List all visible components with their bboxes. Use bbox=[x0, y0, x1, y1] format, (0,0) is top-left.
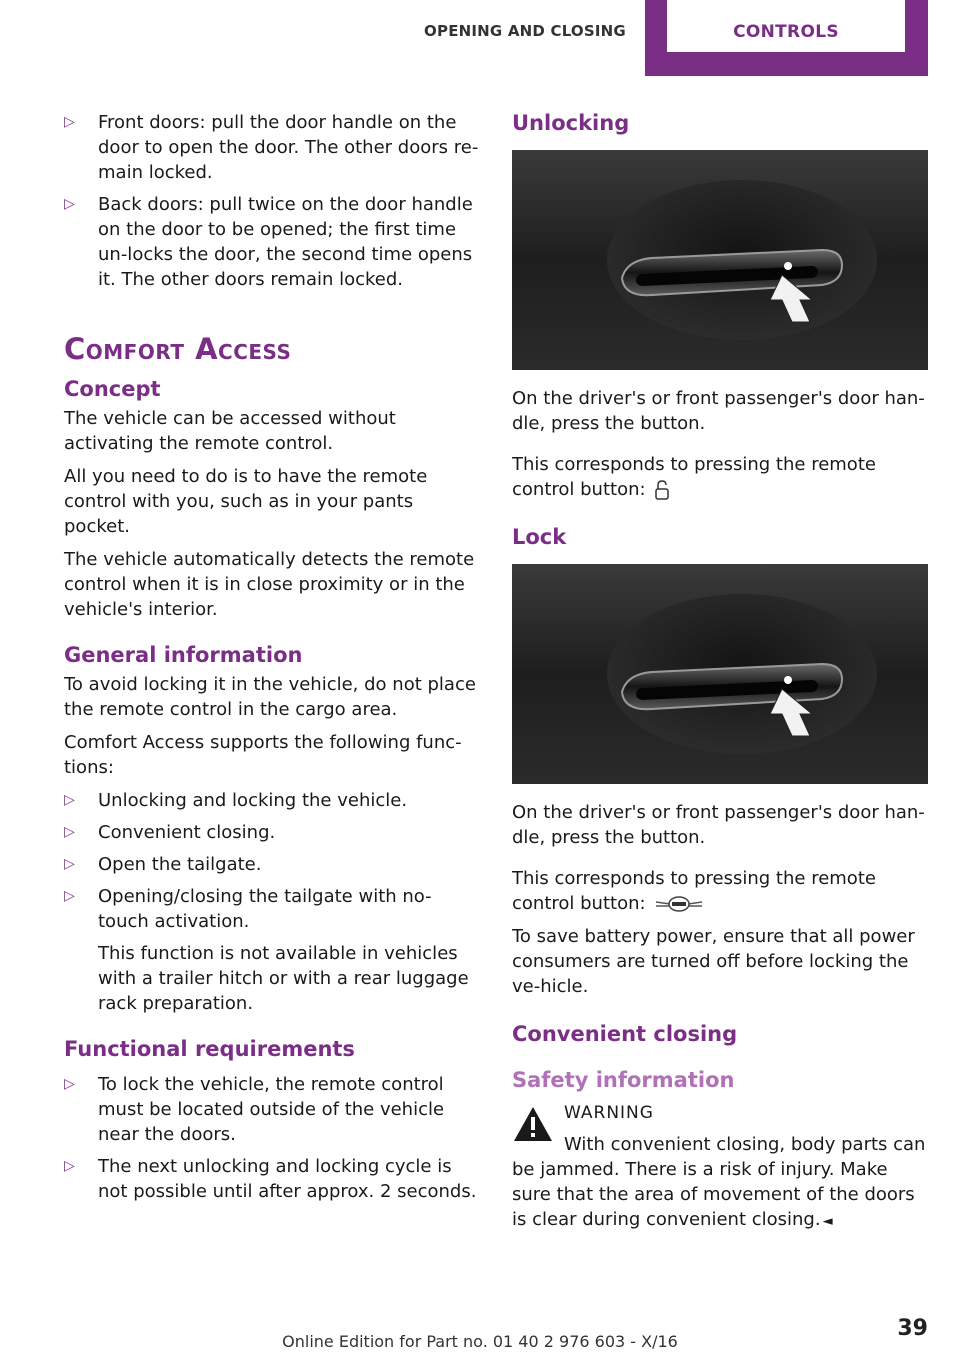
warning-title: WARNING bbox=[564, 1103, 654, 1123]
unlocking-heading: Unlocking bbox=[512, 111, 630, 135]
mini-logo-icon bbox=[654, 894, 704, 914]
door-handle-lock-photo bbox=[512, 564, 928, 784]
list-item: ▷ To lock the vehicle, the remote control must be located outside of the vehicle near the doors. bbox=[64, 1074, 445, 1145]
intro-bullet-list bbox=[64, 110, 482, 292]
warning-box bbox=[512, 1101, 928, 1234]
right-column bbox=[512, 110, 928, 1242]
chapter-tab bbox=[645, 0, 928, 76]
list-item: ▷ Convenient closing. bbox=[64, 822, 276, 843]
list-item: ▷ Back doors: pull twice on the door handle on the door to be opened; the first time un‐locks the door, the second time opens it. The other doors remain locked. bbox=[64, 194, 473, 290]
general-information-heading: General information bbox=[64, 643, 303, 667]
safety-information-heading: Safety information bbox=[512, 1068, 735, 1092]
warning-text: be jammed. There is a risk of injury. Make sure that the area of movement of the doors is clear during convenient closing. ◄ bbox=[512, 1159, 915, 1230]
triangle-right-icon: ▷ bbox=[64, 1158, 75, 1174]
left-column bbox=[64, 110, 482, 1212]
paragraph: To save battery power, ensure that all power consumers are turned off before locking the ve‐hicle. bbox=[512, 926, 915, 997]
running-header-section: OPENING AND CLOSING bbox=[424, 22, 626, 40]
functional-requirements-heading: Functional requirements bbox=[64, 1037, 355, 1061]
paragraph: On the driver's or front passenger's door han‐dle, press the button. bbox=[512, 388, 925, 434]
triangle-right-icon: ▷ bbox=[64, 1076, 75, 1092]
lock-heading: Lock bbox=[512, 525, 567, 549]
triangle-right-icon: ▷ bbox=[64, 792, 75, 808]
unlock-icon bbox=[654, 479, 670, 501]
paragraph: On the driver's or front passenger's door han‐dle, press the button. bbox=[512, 802, 925, 848]
list-item: ▷ Open the tailgate. bbox=[64, 854, 262, 875]
triangle-right-icon: ▷ bbox=[64, 856, 75, 872]
triangle-right-icon: ▷ bbox=[64, 888, 75, 904]
paragraph: Comfort Access supports the following func‐tions: bbox=[64, 732, 462, 778]
end-mark: ◄ bbox=[822, 1214, 833, 1229]
list-item: ▷ The next unlocking and locking cycle is not possible until after approx. 2 seconds. bbox=[64, 1156, 477, 1202]
triangle-right-icon: ▷ bbox=[64, 114, 75, 130]
chapter-tab-label: CONTROLS bbox=[733, 22, 839, 42]
warning-lead: With convenient closing, body parts can bbox=[564, 1134, 926, 1155]
list-item: ▷ Opening/closing the tailgate with no-touch activation. This function is not available in vehicles with a trailer hitch or with a rear luggage rack preparation. bbox=[64, 884, 482, 1016]
paragraph: To avoid locking it in the vehicle, do not place the remote control in the cargo area. bbox=[64, 674, 476, 720]
footer-edition: Online Edition for Part no. 01 40 2 976 603 - X/16 bbox=[282, 1332, 678, 1351]
lock-button-paragraph: This corresponds to pressing the remote control button: bbox=[512, 868, 876, 914]
paragraph: The vehicle can be accessed without activating the remote control. bbox=[64, 408, 396, 454]
door-handle-unlock-photo bbox=[512, 150, 928, 370]
triangle-right-icon: ▷ bbox=[64, 196, 75, 212]
concept-heading: Concept bbox=[64, 377, 161, 401]
bullet-note: This function is not available in vehicles with a trailer hitch or with a rear luggage rack preparation. bbox=[98, 943, 469, 1014]
paragraph: The vehicle automatically detects the remote control when it is in close proximity or in the vehicle's interior. bbox=[64, 549, 475, 620]
paragraph: All you need to do is to have the remote control with you, such as in your pants pocket. bbox=[64, 466, 428, 537]
functions-bullet-list bbox=[64, 788, 482, 1016]
requirements-bullet-list bbox=[64, 1072, 482, 1204]
warning-triangle-icon bbox=[512, 1105, 554, 1143]
list-item: ▷ Unlocking and locking the vehicle. bbox=[64, 790, 408, 811]
chapter-title: Comfort Access bbox=[64, 332, 292, 366]
convenient-closing-heading: Convenient closing bbox=[512, 1022, 738, 1046]
triangle-right-icon: ▷ bbox=[64, 824, 75, 840]
list-item: ▷ Front doors: pull the door handle on the door to open the door. The other doors re‐main locked. bbox=[64, 112, 479, 183]
page-number: 39 bbox=[897, 1316, 928, 1341]
unlock-button-paragraph: This corresponds to pressing the remote control button: bbox=[512, 454, 876, 500]
